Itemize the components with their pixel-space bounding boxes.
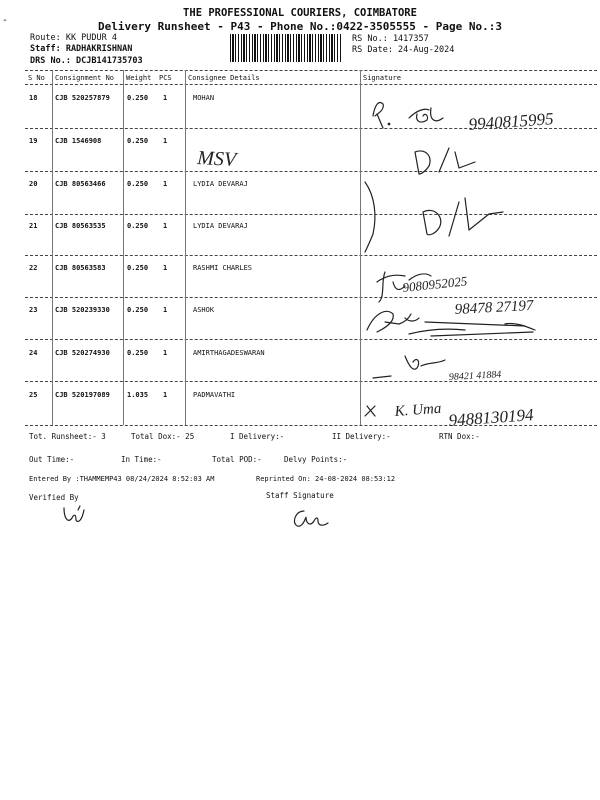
signature-row-22 (377, 272, 468, 302)
row-sno: 18 (29, 94, 38, 102)
col-header-signature: Signature (363, 74, 401, 82)
staff-signature-mark (288, 505, 338, 535)
row-consignment: CJB 80563535 (55, 222, 106, 230)
svg-text:98421 41884: 98421 41884 (448, 369, 502, 383)
row-pcs: 1 (163, 264, 168, 272)
drs-number: DRS No.: DCJB141735703 (30, 56, 143, 66)
rs-date: RS Date: 24-Aug-2024 (352, 45, 455, 55)
company-title: THE PROFESSIONAL COURIERS, COIMBATORE (183, 7, 417, 19)
in-time: In Time:- (121, 455, 162, 464)
signature-row-23 (367, 298, 535, 336)
row-pcs: 1 (163, 137, 168, 145)
col-header-consignee: Consignee Details (188, 74, 260, 82)
out-time: Out Time:- (29, 455, 75, 464)
verifier-initials (58, 500, 98, 530)
row-consignment: CJB 520274930 (55, 349, 110, 357)
column-divider (360, 70, 361, 425)
signature-row-20 (365, 182, 503, 252)
verified-by: Verified By (29, 493, 79, 502)
total-dox: Total Dox:- 25 (131, 432, 195, 441)
row-weight: 1.035 (127, 391, 149, 399)
runsheet-title: Delivery Runsheet - P43 - Phone No.:0422-3505555 - Page No.:3 (98, 20, 502, 33)
entered-by: Entered By :THAMMEMP43 08/24/2024 8:52:03 AM (29, 475, 215, 483)
row-consignment: CJB 80563466 (55, 180, 106, 188)
row-consignee: ASHOK (193, 306, 215, 314)
row-consignment: CJB 520257879 (55, 94, 110, 102)
column-divider (52, 70, 53, 425)
row-consignee: LYDIA DEVARAJ (193, 180, 248, 188)
margin-mark: - (2, 15, 9, 26)
row-weight: 0.250 (127, 137, 149, 145)
row-consignment: CJB 520239330 (55, 306, 110, 314)
svg-text:K. Uma: K. Uma (394, 400, 442, 420)
row-consignment: CJB 80563583 (55, 264, 106, 272)
i-delivery: I Delivery:- (230, 432, 285, 441)
row-sno: 19 (29, 137, 38, 145)
row-consignee: MOHAN (193, 94, 215, 102)
total-runsheet: Tot. Runsheet:- 3 (29, 432, 106, 441)
svg-text:9488130194: 9488130194 (447, 405, 535, 430)
svg-text:9940815995: 9940815995 (467, 109, 555, 134)
row-pcs: 1 (163, 94, 168, 102)
row-consignee: RASHMI CHARLES (193, 264, 253, 272)
signature-row-19 (196, 147, 475, 174)
row-sno: 20 (29, 180, 38, 188)
row-pcs: 1 (163, 306, 168, 314)
staff-text: Staff: RADHAKRISHNAN (30, 44, 133, 54)
row-sno: 22 (29, 264, 38, 272)
row-pcs: 1 (163, 180, 168, 188)
row-consignee: LYDIA DEVARAJ (193, 222, 248, 230)
row-sno: 21 (29, 222, 38, 230)
rtn-dox: RTN Dox:- (439, 432, 480, 441)
row-pcs: 1 (163, 391, 168, 399)
row-consignee: PADMAVATHI (193, 391, 236, 399)
rs-number: RS No.: 1417357 (352, 34, 429, 44)
row-pcs: 1 (163, 222, 168, 230)
row-weight: 0.250 (127, 222, 149, 230)
header-rule (25, 84, 597, 85)
route-text: Route: KK PUDUR 4 (30, 33, 117, 43)
signature-row-24 (373, 356, 502, 383)
row-pcs: 1 (163, 349, 168, 357)
svg-text:MSV: MSV (196, 147, 237, 172)
col-header-consignment: Consignment No (55, 74, 115, 82)
delvy-points: Delvy Points:- (284, 455, 348, 464)
col-header-pcs: PCS (159, 74, 172, 82)
row-sno: 24 (29, 349, 38, 357)
signature-row-18 (373, 103, 554, 134)
total-pod: Total POD:- (212, 455, 262, 464)
column-divider (185, 70, 186, 425)
row-sno: 23 (29, 306, 38, 314)
col-header-sno: S No (28, 74, 45, 82)
svg-text:9080952025: 9080952025 (401, 273, 468, 295)
row-consignee: AMIRTHAGADESWARAN (193, 349, 265, 357)
staff-signature-label: Staff Signature (266, 491, 334, 500)
col-header-weight: Weight (126, 74, 152, 82)
ii-delivery: II Delivery:- (332, 432, 391, 441)
barcode (230, 34, 342, 62)
column-divider (123, 70, 124, 425)
row-weight: 0.250 (127, 180, 149, 188)
row-weight: 0.250 (127, 94, 149, 102)
row-weight: 0.250 (127, 306, 149, 314)
reprinted-on: Reprinted On: 24-08-2024 08:53:12 (256, 475, 396, 483)
signature-row-25 (365, 401, 535, 430)
svg-text:98478 27197: 98478 27197 (454, 297, 534, 318)
row-weight: 0.250 (127, 264, 149, 272)
row-weight: 0.250 (127, 349, 149, 357)
table-top-rule (25, 70, 597, 71)
row-sno: 25 (29, 391, 38, 399)
row-consignment: CJB 520197089 (55, 391, 110, 399)
row-consignment: CJB 1546908 (55, 137, 102, 145)
